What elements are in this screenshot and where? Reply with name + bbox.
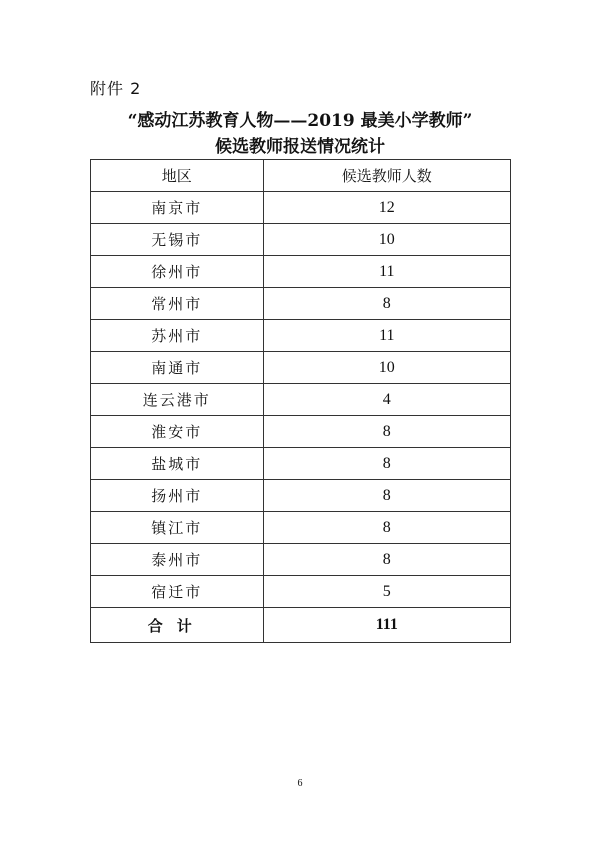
region-cell: 南通市 bbox=[91, 352, 264, 384]
header-count: 候选教师人数 bbox=[263, 160, 510, 192]
table-row bbox=[91, 192, 511, 224]
statistics-table bbox=[90, 159, 511, 643]
table-row bbox=[91, 384, 511, 416]
count-cell: 8 bbox=[263, 416, 510, 448]
region-cell: 扬州市 bbox=[91, 480, 264, 512]
table-row bbox=[91, 320, 511, 352]
page-number: 6 bbox=[297, 778, 303, 789]
region-cell: 常州市 bbox=[91, 288, 264, 320]
count-cell: 8 bbox=[263, 288, 510, 320]
region-cell: 南京市 bbox=[91, 192, 264, 224]
count-cell: 12 bbox=[263, 192, 510, 224]
count-cell: 10 bbox=[263, 352, 510, 384]
total-count: 111 bbox=[263, 608, 510, 643]
table-row bbox=[91, 448, 511, 480]
document-title: “感动江苏教育人物——2019 最美小学教师” bbox=[127, 111, 473, 131]
region-cell: 连云港市 bbox=[91, 384, 264, 416]
count-cell: 8 bbox=[263, 544, 510, 576]
count-cell: 8 bbox=[263, 512, 510, 544]
region-cell: 无锡市 bbox=[91, 224, 264, 256]
table-row bbox=[91, 480, 511, 512]
count-cell: 11 bbox=[263, 320, 510, 352]
table-row bbox=[91, 416, 511, 448]
count-cell: 11 bbox=[263, 256, 510, 288]
region-cell: 镇江市 bbox=[91, 512, 264, 544]
table-row bbox=[91, 352, 511, 384]
region-cell: 苏州市 bbox=[91, 320, 264, 352]
region-cell: 泰州市 bbox=[91, 544, 264, 576]
total-label: 合计 bbox=[91, 608, 264, 643]
count-cell: 4 bbox=[263, 384, 510, 416]
attachment-label: 附件 2 bbox=[90, 79, 142, 98]
count-cell: 5 bbox=[263, 576, 510, 608]
table-header-row bbox=[91, 160, 511, 192]
region-cell: 宿迁市 bbox=[91, 576, 264, 608]
count-cell: 8 bbox=[263, 480, 510, 512]
document-subtitle: 候选教师报送情况统计 bbox=[215, 137, 385, 157]
table-row bbox=[91, 544, 511, 576]
count-cell: 8 bbox=[263, 448, 510, 480]
table-row bbox=[91, 256, 511, 288]
table-row bbox=[91, 512, 511, 544]
region-cell: 淮安市 bbox=[91, 416, 264, 448]
region-cell: 徐州市 bbox=[91, 256, 264, 288]
table-row bbox=[91, 224, 511, 256]
total-row bbox=[91, 608, 511, 643]
region-cell: 盐城市 bbox=[91, 448, 264, 480]
header-region: 地区 bbox=[91, 160, 264, 192]
table-row bbox=[91, 576, 511, 608]
count-cell: 10 bbox=[263, 224, 510, 256]
table-row bbox=[91, 288, 511, 320]
